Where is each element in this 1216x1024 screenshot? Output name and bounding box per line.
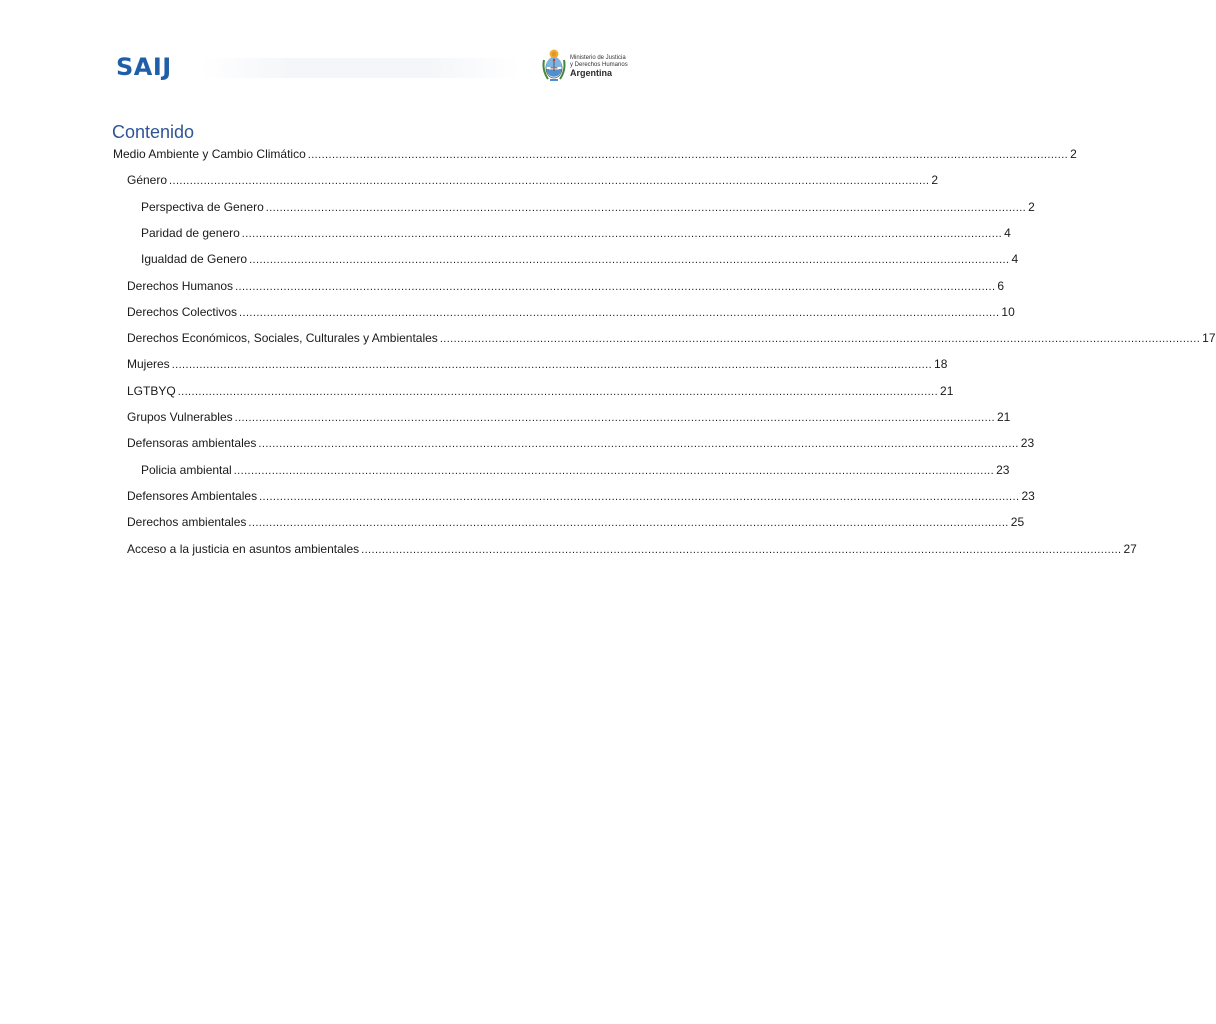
toc-entry-title: Policia ambiental [141,463,232,477]
toc-dot-leader: ............................................................................................................................................................................................................................ [233,465,995,477]
toc-entry[interactable] [141,250,1019,268]
toc-heading: Contenido [112,122,195,142]
toc-entry-title: Derechos Colectivos [127,305,238,319]
toc-entry-page: 17 [1202,331,1216,345]
toc-entry-page: 27 [1123,542,1137,556]
toc-dot-leader: ............................................................................................................................................................................................................................ [234,412,995,424]
toc-entry-title: Mujeres [127,357,170,371]
toc-dot-leader: ............................................................................................................................................................................................................................ [177,386,939,398]
toc-dot-leader: ............................................................................................................................................................................................................................ [249,254,1010,266]
toc-entry-title: Paridad de genero [141,226,240,240]
toc-entry-title: LGTBYQ [127,384,176,398]
toc-entry-title: Derechos Humanos [127,279,234,293]
ministry-name-line2: y Derechos Humanos [570,61,628,68]
toc-entry[interactable] [127,355,948,373]
toc-entry-page: 2 [1070,147,1077,161]
ministry-name-line1: Ministerio de Justicia [570,55,626,61]
toc-entry-title: Género [127,173,168,187]
toc-dot-leader: ............................................................................................................................................................................................................................ [307,149,1069,161]
toc-entry-title: Medio Ambiente y Cambio Climático [113,147,306,161]
toc-dot-leader: ............................................................................................................................................................................................................................ [361,544,1122,556]
toc-entry[interactable] [127,434,1035,452]
toc-entry[interactable] [127,277,1005,295]
toc-entry-page: 10 [1001,305,1015,319]
toc-entry[interactable] [127,513,1025,531]
toc-entry[interactable] [127,303,1015,321]
toc-entry[interactable] [127,382,954,400]
toc-entry-page: 23 [1021,489,1035,503]
toc-entry-title: Defensoras ambientales [127,436,257,450]
toc-dot-leader: ............................................................................................................................................................................................................................ [439,333,1201,345]
toc-entry[interactable] [141,224,1011,242]
toc-entry[interactable] [127,487,1035,505]
toc-entry[interactable] [127,408,1011,426]
toc-entry[interactable] [141,461,1010,479]
saij-logo: SAIJ [116,53,172,81]
toc-dot-leader: ............................................................................................................................................................................................................................ [241,228,1003,240]
toc-entry[interactable] [141,198,1035,216]
toc-entry-page: 21 [996,410,1011,424]
toc-dot-leader: ............................................................................................................................................................................................................................ [235,281,996,293]
ministry-country: Argentina [570,68,613,78]
toc-entry-title: Derechos ambientales [127,515,247,529]
toc-entry-page: 21 [940,384,954,398]
toc-entry-page: 2 [931,173,939,187]
toc-entry-title: Perspectiva de Genero [141,200,264,214]
toc-entry-page: 23 [996,463,1010,477]
toc-entry[interactable] [127,171,939,189]
toc-entry-page: 6 [997,279,1005,293]
toc-dot-leader: ............................................................................................................................................................................................................................ [259,491,1020,503]
toc-dot-leader: ............................................................................................................................................................................................................................ [239,307,1000,319]
toc-dot-leader: ............................................................................................................................................................................................................................ [171,359,933,371]
toc-dot-leader: ............................................................................................................................................................................................................................ [265,202,1027,214]
toc-entry-title: Defensores Ambientales [127,489,258,503]
toc-dot-leader: ............................................................................................................................................................................................................................ [248,517,1009,529]
toc-entry-title: Acceso a la justicia en asuntos ambientales [127,542,360,556]
toc-entry-page: 2 [1028,200,1035,214]
toc-entry-title: Derechos Económicos, Sociales, Culturales y Ambientales [127,331,438,345]
toc-entry-page: 4 [1004,226,1011,240]
toc-entry[interactable] [113,145,1077,163]
toc-entry[interactable] [127,329,1216,347]
toc-dot-leader: ............................................................................................................................................................................................................................ [169,175,930,187]
toc-entry-page: 25 [1010,515,1025,529]
toc-entry-title: Grupos Vulnerables [127,410,233,424]
toc-entry-page: 18 [934,357,948,371]
toc-dot-leader: ............................................................................................................................................................................................................................ [258,438,1019,450]
toc-entry-page: 23 [1020,436,1035,450]
toc-entry-title: Igualdad de Genero [141,252,248,266]
toc-entry-page: 4 [1011,252,1019,266]
toc-entry[interactable] [127,540,1137,558]
